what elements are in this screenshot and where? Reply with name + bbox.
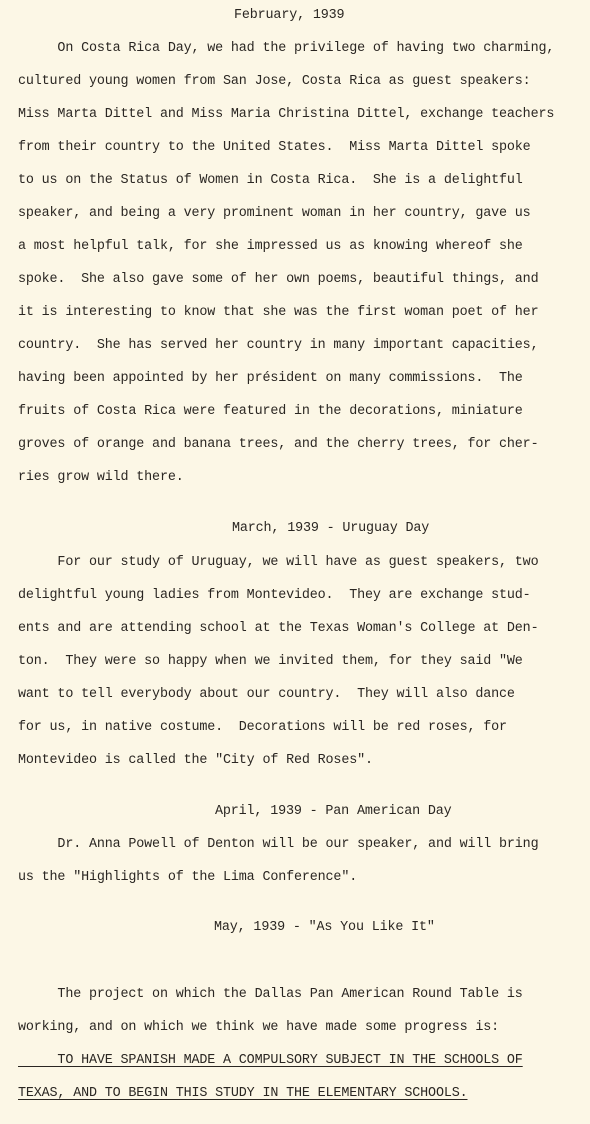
paragraph-line: having been appointed by her président on many commissions. The: [18, 371, 523, 386]
paragraph-line: delightful young ladies from Montevideo. They are exchange stud-: [18, 588, 531, 603]
paragraph-line: fruits of Costa Rica were featured in the decorations, miniature: [18, 404, 523, 419]
paragraph-line: country. She has served her country in many important capacities,: [18, 338, 539, 353]
paragraph-line: us the "Highlights of the Lima Conference".: [18, 870, 358, 885]
paragraph-line: a most helpful talk, for she impressed us as knowing whereof she: [18, 239, 523, 254]
paragraph-line: spoke. She also gave some of her own poems, beautiful things, and: [18, 272, 539, 287]
paragraph-line: for us, in native costume. Decorations will be red roses, for: [18, 720, 507, 735]
heading-march-1939: March, 1939 - Uruguay Day: [232, 521, 430, 536]
paragraph-line: ton. They were so happy when we invited them, for they said "We: [18, 654, 523, 669]
paragraph-line: to us on the Status of Women in Costa Rica. She is a delightful: [18, 173, 523, 188]
paragraph-line: want to tell everybody about our country. They will also dance: [18, 687, 515, 702]
paragraph-line: For our study of Uruguay, we will have as guest speakers, two: [18, 555, 539, 570]
heading-april-1939: April, 1939 - Pan American Day: [215, 804, 452, 819]
paragraph-line: working, and on which we think we have made some progress is:: [18, 1020, 500, 1035]
paragraph-line: On Costa Rica Day, we had the privilege of having two charming,: [18, 41, 555, 56]
project-statement-line: TO HAVE SPANISH MADE A COMPULSORY SUBJECT IN THE SCHOOLS OF: [18, 1053, 523, 1068]
heading-may-1939: May, 1939 - "As You Like It": [214, 920, 435, 935]
paragraph-line: ents and are attending school at the Texas Woman's College at Den-: [18, 621, 539, 636]
paragraph-line: Montevideo is called the "City of Red Roses".: [18, 753, 373, 768]
paragraph-line: ries grow wild there.: [18, 470, 184, 485]
paragraph-line: it is interesting to know that she was the first woman poet of her: [18, 305, 539, 320]
paragraph-line: The project on which the Dallas Pan American Round Table is: [18, 987, 523, 1002]
paragraph-line: Miss Marta Dittel and Miss Maria Christina Dittel, exchange teachers: [18, 107, 555, 122]
paragraph-line: groves of orange and banana trees, and the cherry trees, for cher-: [18, 437, 539, 452]
paragraph-line: cultured young women from San Jose, Costa Rica as guest speakers:: [18, 74, 531, 89]
heading-february-1939: February, 1939: [234, 8, 345, 23]
project-statement-line: TEXAS, AND TO BEGIN THIS STUDY IN THE ELEMENTARY SCHOOLS.: [18, 1086, 468, 1101]
paragraph-line: from their country to the United States. Miss Marta Dittel spoke: [18, 140, 531, 155]
paragraph-line: speaker, and being a very prominent woman in her country, gave us: [18, 206, 531, 221]
paragraph-line: Dr. Anna Powell of Denton will be our speaker, and will bring: [18, 837, 539, 852]
